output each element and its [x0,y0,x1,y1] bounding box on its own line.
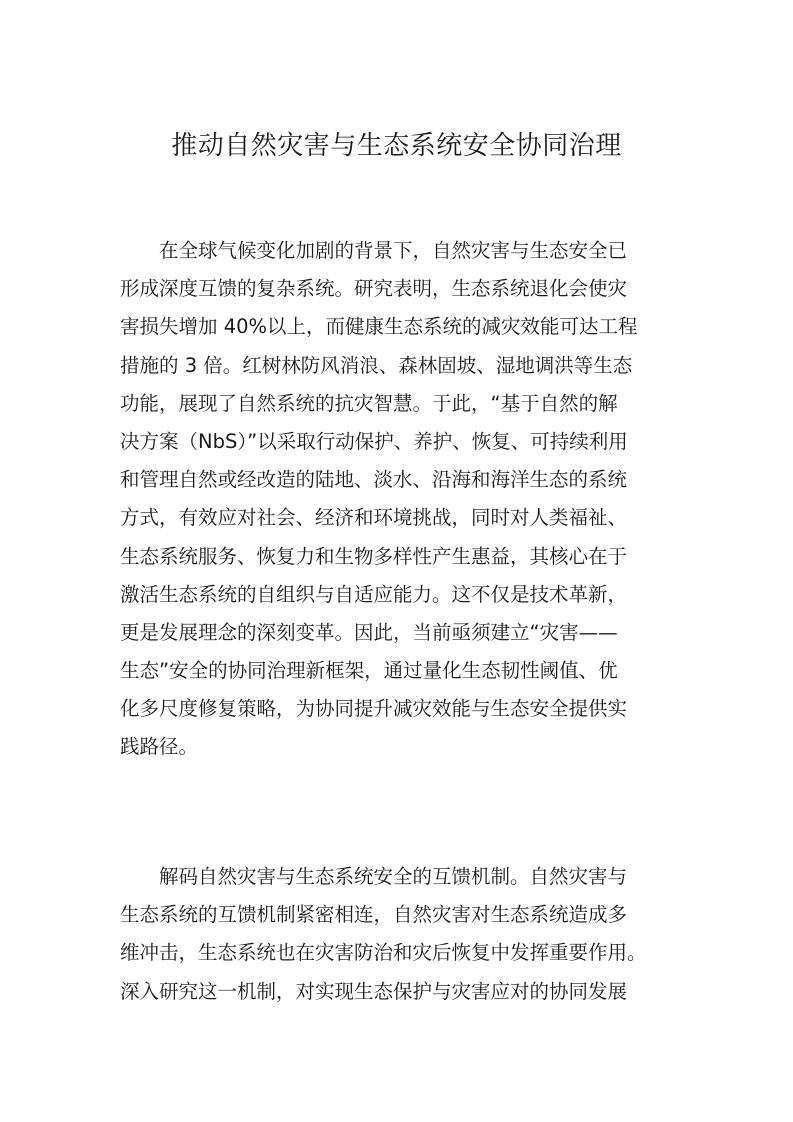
document-title: 推动自然灾害与生态系统安全协同治理 [171,131,622,161]
paragraph-line: 更是发展理念的深刻变革。因此，当前亟须建立“灾害—— [120,620,618,644]
paragraph-line: 生态系统的互馈机制紧密相连，自然灾害对生态系统造成多 [120,903,628,927]
paragraph-line: 形成深度互馈的复杂系统。研究表明，生态系统退化会使灾 [120,277,628,301]
paragraph-line: 激活生态系统的自组织与自适应能力。这不仅是技术革新， [120,582,628,606]
paragraph-2 [120,858,680,1011]
paragraph-line: 害损失增加 40%以上，而健康生态系统的减灾效能可达工程 [120,315,638,339]
paragraph-line: 生态系统服务、恢复力和生物多样性产生惠益，其核心在于 [120,544,628,568]
paragraph-line: 践路径。 [120,735,199,759]
paragraph-line: 决方案（NbS）”以采取行动保护、养护、恢复、可持续利用 [120,429,628,453]
paragraph-line: 和管理自然或经改造的陆地、淡水、沿海和海洋生态的系统 [120,468,628,492]
paragraph-line: 功能，展现了自然系统的抗灾智慧。于此，“基于自然的解 [120,391,618,415]
paragraph-line: 化多尺度修复策略，为协同提升减灾效能与生态安全提供实 [120,697,628,721]
paragraph-line: 生态”安全的协同治理新框架，通过量化生态韧性阈值、优 [120,659,618,683]
paragraph-line: 方式，有效应对社会、经济和环境挑战，同时对人类福祉、 [120,506,628,530]
paragraph-line: 深入研究这一机制，对实现生态保护与灾害应对的协同发展 [120,979,628,1003]
paragraph-line: 在全球气候变化加剧的背景下，自然灾害与生态安全已 [159,239,628,262]
paragraph-line: 措施的 3 倍。红树林防风消浪、森林固坡、湿地调洪等生态 [120,353,633,377]
paragraph-line: 解码自然灾害与生态系统安全的互馈机制。自然灾害与 [159,865,628,888]
paragraph-line: 维冲击，生态系统也在灾害防治和灾后恢复中发挥重要作用。 [120,941,647,965]
paragraph-1 [120,232,680,767]
